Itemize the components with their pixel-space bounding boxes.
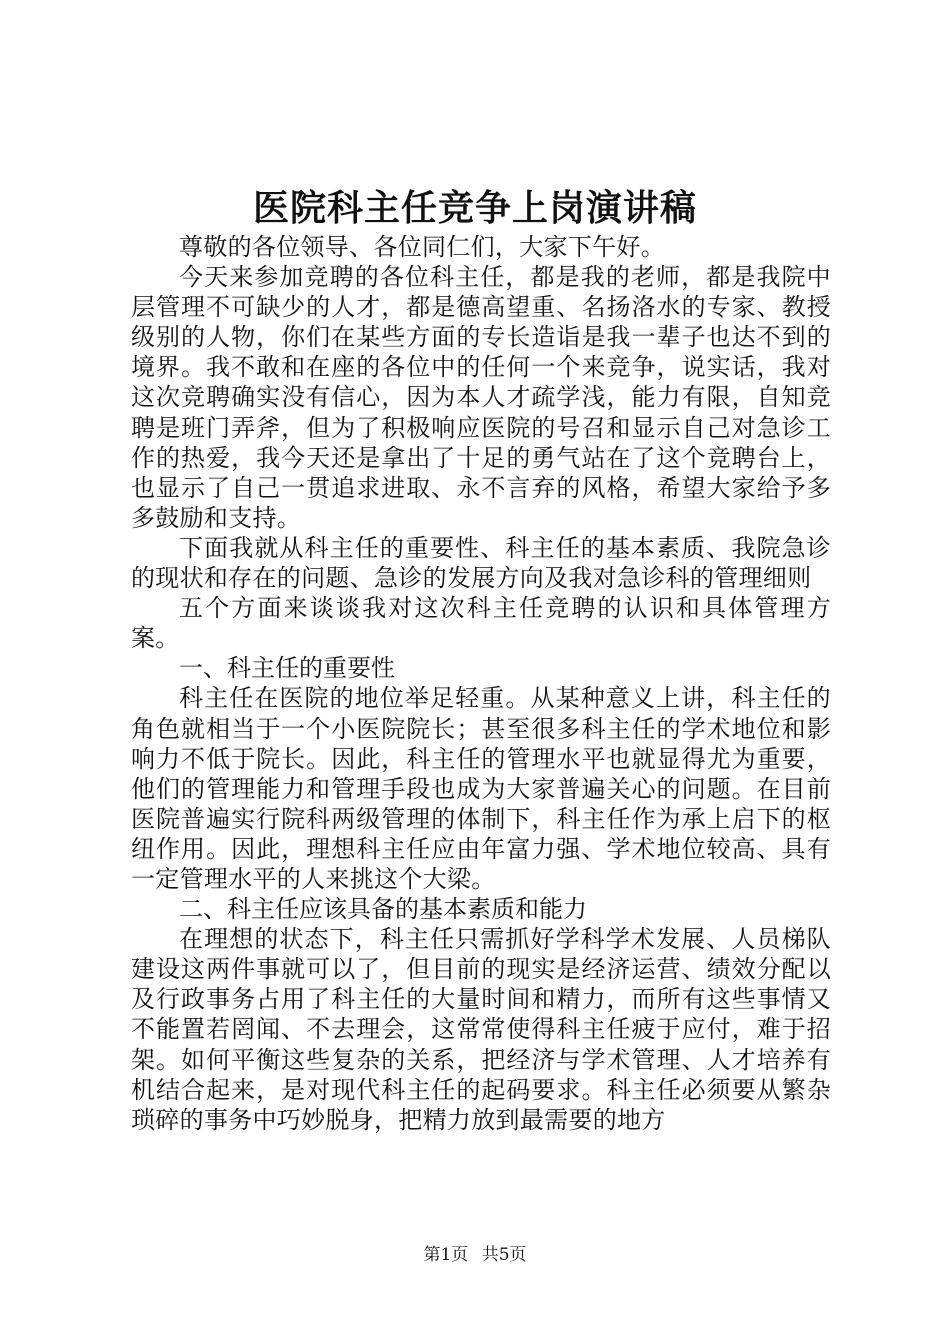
paragraph-section-1: 科主任在医院的地位举足轻重。从某种意义上讲，科主任的角色就相当于一个小医院院长；甚至很多科主任的学术地位和影响力不低于院长。因此，科主任的管理水平也就显得尤为重要，他们的管理能力和管理手段也成为大家普遍关心的问题。在目前医院普遍实行院科两级管理的体制下，科主任作为承上启下的枢纽作用。因此，理想科主任应由年富力强、学术地位较高、具有一定管理水平的人来挑这个大梁。 (131, 684, 831, 893)
paragraph-outline: 下面我就从科主任的重要性、科主任的基本素质、我院急诊的现状和存在的问题、急诊的发展方向及我对急诊科的管理细则 (131, 533, 831, 593)
page-total: 共5页 (481, 1245, 527, 1265)
page-footer (0, 1243, 950, 1267)
paragraph-section-2: 在理想的状态下，科主任只需抓好学科学术发展、人员梯队建设这两件事就可以了，但目前的现实是经济运营、绩效分配以及行政事务占用了科主任的大量时间和精力，而所有这些事情又不能置若罔闻、不去理会，这常常使得科主任疲于应付，难于招架。如何平衡这些复杂的关系，把经济与学术管理、人才培养有机结合起来，是对现代科主任的起码要求。科主任必须要从繁杂琐碎的事务中巧妙脱身，把精力放到最需要的地方 (131, 925, 831, 1134)
document-title: 医院科主任竞争上岗演讲稿 (252, 187, 697, 229)
document-body (131, 232, 831, 1135)
page-number: 第1页 (423, 1245, 469, 1265)
paragraph-outline-continued: 五个方面来谈谈我对这次科主任竞聘的认识和具体管理方案。 (131, 594, 831, 653)
paragraph-intro: 今天来参加竞聘的各位科主任，都是我的老师，都是我院中层管理不可缺少的人才，都是德高望重、名扬洛水的专家、教授级别的人物，你们在某些方面的专长造诣是我一辈子也达不到的境界。我不敢和在座的各位中的任何一个来竞争，说实话，我对这次竞聘确实没有信心，因为本人才疏学浅，能力有限，自知竞聘是班门弄斧，但为了积极响应医院的号召和显示自己对急诊工作的热爱，我今天还是拿出了十足的勇气站在了这个竞聘台上，也显示了自己一贯追求进取、永不言弃的风格，希望大家给予多多鼓励和支持。 (131, 263, 831, 532)
section-heading-2: 二、科主任应该具备的基本素质和能力 (179, 895, 587, 924)
paragraph-greeting: 尊敬的各位领导、各位同仁们，大家下午好。 (179, 233, 665, 261)
section-heading-1: 一、科主任的重要性 (179, 654, 395, 683)
